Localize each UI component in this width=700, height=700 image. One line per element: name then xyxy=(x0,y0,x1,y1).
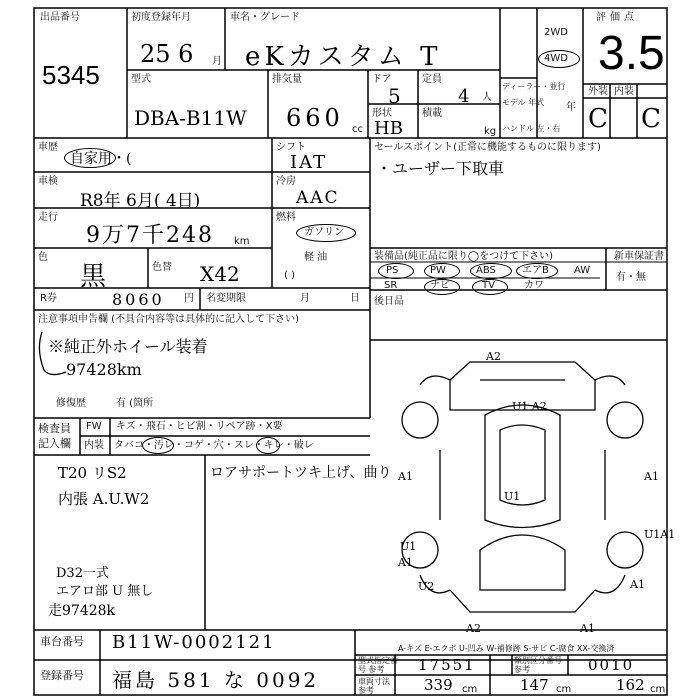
option-abs: ABS xyxy=(476,265,496,276)
fuel-other: ( ) xyxy=(284,270,295,281)
fw-label: FW xyxy=(86,421,102,432)
inspector-memo-1: T20 リS2 xyxy=(58,464,127,482)
designation-label: 型式指定番号 参考 xyxy=(358,656,398,674)
damage-mark-front: A2 xyxy=(486,350,501,363)
interior-dirt-circle xyxy=(142,437,174,454)
exterior-grade: C xyxy=(588,104,608,134)
damage-mark-rear-left: U2 xyxy=(418,580,435,593)
length-value: 339 xyxy=(424,676,453,694)
damage-mark-rear-right: A1 xyxy=(630,578,645,591)
color-label: 色 xyxy=(38,252,48,263)
month-unit: 月 xyxy=(212,56,222,67)
damage-mark-rear-bumper: A2 xyxy=(466,622,481,635)
damage-mark-roof: U1 xyxy=(504,490,521,503)
inspection-label: 車検 xyxy=(38,176,58,187)
interior-grade: C xyxy=(641,104,661,134)
mileage-label: 走行 xyxy=(38,212,58,223)
repair-history-value: 有 (箇所 xyxy=(116,398,154,409)
cc-unit: cc xyxy=(352,124,363,135)
capacity-value: 4 xyxy=(458,86,470,107)
repair-history-label: 修復歴 xyxy=(56,398,86,409)
notes-bracket xyxy=(36,330,86,390)
option-sr: SR xyxy=(384,280,398,291)
displacement-label: 排気量 xyxy=(272,74,302,85)
car-grade-label: 車名・グレード xyxy=(230,12,300,23)
width-value: 147 xyxy=(520,676,549,694)
inspector-label: 検査員記入欄 xyxy=(38,422,71,450)
warranty-value: 有・無 xyxy=(616,272,646,283)
capacity-label: 定員 xyxy=(422,74,442,85)
interior-label: 内装 xyxy=(614,86,634,97)
height-value: 162 xyxy=(616,676,645,694)
doors-value: 5 xyxy=(388,84,401,108)
warranty-label: 新車保証書 xyxy=(614,251,664,262)
name-change-month: 月 xyxy=(300,293,310,304)
name-change-day: 日 xyxy=(350,293,360,304)
registration-number: 福島 581 な 0092 xyxy=(112,668,320,692)
notes-line-2: 97428km xyxy=(66,360,142,379)
option-pw: PW xyxy=(430,265,446,276)
persons-unit: 人 xyxy=(482,92,492,103)
inspector-memo-4: D32一式 xyxy=(56,566,109,581)
interior-scuff-circle xyxy=(256,437,280,454)
score-label: 評価点 xyxy=(596,12,638,23)
registration-label: 登録番号 xyxy=(40,669,84,682)
interior-items-label: 内装 xyxy=(84,440,104,451)
drive-2wd: 2WD xyxy=(544,27,568,38)
recycle-value: 8060 xyxy=(112,290,165,309)
history-label: 車歴 xyxy=(38,142,58,153)
damage-mark-rear-corner: A1 xyxy=(580,622,595,635)
score-value: 3.5 xyxy=(598,27,665,80)
option-aw: AW xyxy=(574,265,591,276)
model-value: DBA-B11W xyxy=(134,106,247,130)
interior-items: タバコ・汚レ・コゲ・穴・スレ・キレ・破レ xyxy=(114,440,314,451)
color-value: 黒 xyxy=(80,262,107,292)
fuel-light-oil: 軽 油 xyxy=(304,252,328,263)
damage-mark-right-front: A1 xyxy=(644,470,659,483)
category-number: 0010 xyxy=(588,656,635,674)
options-label: 装備品(純正品に限り◯をつけて下さい) xyxy=(374,251,553,262)
height-unit: cm xyxy=(650,684,666,695)
dimensions-label: 車両寸法 参考 xyxy=(358,677,390,695)
chassis-label: 車台番号 xyxy=(40,635,84,648)
first-registration-label: 初度登録年月 xyxy=(131,12,191,23)
inspector-memo-3: ロアサポートツキ上げ、曲り xyxy=(210,465,392,481)
category-label: 類別区分番号 参考 xyxy=(514,656,562,674)
inspector-memo-6: 走97428k xyxy=(48,603,116,619)
width-unit: cm xyxy=(556,684,572,695)
fuel-gasoline: ガソリン xyxy=(304,227,344,238)
damage-mark-hood: U1 A2 xyxy=(512,400,547,413)
designation-number: 17551 xyxy=(418,656,476,674)
ac-label: 冷房 xyxy=(276,176,296,187)
color-code-label: 色替 xyxy=(152,262,172,273)
option-airbag: エアB xyxy=(522,265,549,276)
option-ps: PS xyxy=(386,265,399,276)
notes-line-1: ※純正外ホイール装着 xyxy=(48,337,208,356)
first-registration-value: 25 6 xyxy=(140,40,194,68)
mileage-value: 9万7千248 xyxy=(86,223,214,248)
drive-4wd: 4WD xyxy=(544,53,568,64)
load-label: 積載 xyxy=(422,108,442,119)
damage-mark-left-rear-a1: A1 xyxy=(398,556,413,569)
rear-items-label: 後日品 xyxy=(374,296,404,307)
displacement-value: 660 xyxy=(286,104,344,132)
damage-mark-left-front: A1 xyxy=(398,470,413,483)
kg-unit: kg xyxy=(484,126,497,137)
shift-label: シフト xyxy=(276,142,306,153)
color-code-value: X42 xyxy=(200,262,240,286)
shape-label: 形状 xyxy=(372,108,392,119)
model-year-label: モデル 年式 xyxy=(502,98,545,107)
ac-value: AAC xyxy=(296,188,340,208)
lot-number-label: 出品番号 xyxy=(40,12,80,23)
shape-value: HB xyxy=(374,118,403,139)
inspector-memo-2: 内張 A.U.W2 xyxy=(58,490,150,508)
fw-items: キズ・飛石・ヒビ割・リペア跡・X要 xyxy=(116,421,283,432)
doors-label: ドア xyxy=(372,74,392,85)
lot-number: 5345 xyxy=(42,60,100,90)
recycle-label: R券 xyxy=(40,293,57,304)
damage-mark-left-rear-u1: U1 xyxy=(400,540,417,553)
car-grade-value: eKカスタム T xyxy=(245,42,442,72)
fuel-label: 燃料 xyxy=(276,212,296,223)
damage-mark-right-rear: U1A1 xyxy=(644,528,676,541)
dealer-label: ディーラー・並行 xyxy=(502,82,566,91)
yen-unit: 円 xyxy=(184,293,194,304)
km-unit: km xyxy=(234,236,250,247)
option-navi: ナビ xyxy=(430,280,450,291)
option-leather: カワ xyxy=(524,280,544,291)
name-change-label: 名変期限 xyxy=(206,293,246,304)
damage-legend: A-キズ E-エクボ U-凹み W-補修跡 S-サビ C-腐食 XX-交換済 xyxy=(398,644,615,653)
chassis-number: B11W-0002121 xyxy=(112,632,276,653)
year-unit: 年 xyxy=(566,102,576,113)
length-unit: cm xyxy=(462,684,478,695)
selling-points-value: ・ユーザー下取車 xyxy=(376,159,505,178)
notes-label: 注意事項申告欄 (不具合内容等は具体的に記入して下さい) xyxy=(38,314,299,325)
inspector-memo-5: エアロ部 U 無し xyxy=(56,584,154,599)
shift-value: IAT xyxy=(290,152,328,173)
option-tv: TV xyxy=(482,280,495,291)
handle-label: ハンドル 左・右 xyxy=(502,124,561,133)
selling-points-label: セールスポイント(正常に機能するものに限ります) xyxy=(374,142,601,153)
model-label: 型式 xyxy=(131,74,151,85)
inspection-value: R8年 6月( 4日) xyxy=(80,191,201,211)
exterior-label: 外装 xyxy=(588,86,608,97)
history-value: 自家用・( xyxy=(70,151,132,167)
